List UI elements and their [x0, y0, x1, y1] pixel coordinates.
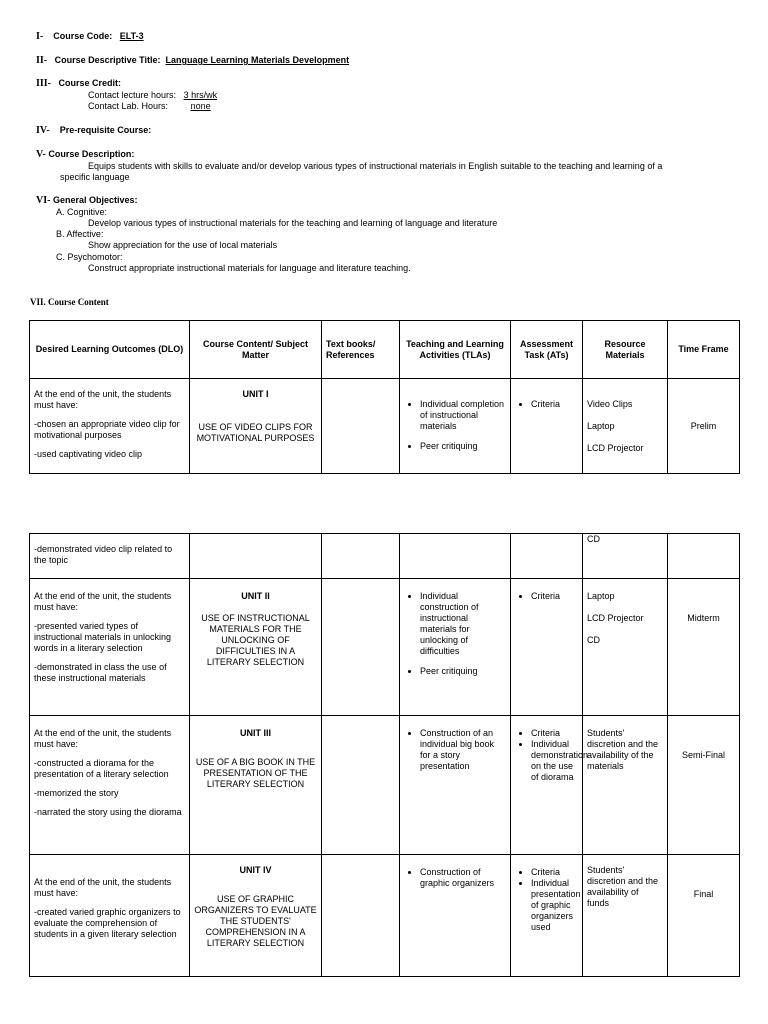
dlo-item: -narrated the story using the diorama	[34, 807, 182, 817]
unit-content: USE OF A BIG BOOK IN THE PRESENTATION OF THE LITERARY SELECTION	[195, 757, 316, 789]
section-number: V-	[36, 149, 46, 160]
objectives-label: General Objectives:	[52, 195, 138, 205]
header-tlas: Teaching and Learning Activities (TLAs)	[400, 321, 511, 379]
content-cell	[190, 379, 322, 474]
credit-row	[36, 78, 121, 89]
content-cell	[190, 855, 322, 977]
content-cell	[190, 716, 322, 855]
descriptive-title-row	[36, 55, 349, 66]
dlo-item: -memorized the story	[34, 788, 119, 798]
course-content-table-2	[29, 533, 740, 977]
objective-b-text: Show appreciation for the use of local materials	[88, 240, 278, 250]
time-frame-cell: Semi-Final	[668, 716, 740, 855]
lecture-hours-row	[88, 90, 217, 100]
table-row	[30, 716, 740, 855]
resource-item: Video Clips	[587, 399, 633, 409]
at-item: • Criteria	[531, 591, 578, 602]
tla-cell	[400, 716, 511, 855]
tla-cell	[400, 855, 511, 977]
at-item: • Criteria	[531, 728, 578, 739]
tla-item: • Construction of graphic organizers	[420, 867, 506, 889]
course-content-title: VII. Course Content	[30, 297, 109, 307]
textbooks-cell	[322, 534, 400, 579]
dlo-cell	[30, 716, 190, 855]
at-cell	[511, 379, 583, 474]
resources-cell: Students' discretion and the availability of funds	[583, 855, 668, 977]
unit-label: UNIT IV	[239, 865, 272, 875]
description-line-1: Equips students with skills to evaluate and/or develop various types of instructional materials in English suitable to the teaching and learning of a	[88, 161, 663, 171]
dlo-intro: At the end of the unit, the students must have:	[34, 728, 172, 749]
lecture-hours-value: 3 hrs/wk	[183, 90, 218, 100]
content-cell	[190, 579, 322, 716]
header-dlo: Desired Learning Outcomes (DLO)	[30, 321, 190, 379]
description-label: Course Description:	[48, 149, 135, 159]
dlo-cell	[30, 579, 190, 716]
unit-content: USE OF INSTRUCTIONAL MATERIALS FOR THE UNLOCKING OF DIFFICULTIES IN A LITERARY SELECTION	[201, 613, 310, 667]
resources-cell	[583, 379, 668, 474]
objective-c-text: Construct appropriate instructional materials for language and literature teaching.	[88, 263, 411, 273]
textbooks-cell	[322, 379, 400, 474]
unit-label: UNIT I	[242, 389, 269, 399]
time-frame-cell: Final	[668, 855, 740, 977]
textbooks-cell	[322, 716, 400, 855]
resource-item: Laptop	[587, 421, 615, 431]
lecture-hours-label: Contact lecture hours:	[88, 90, 177, 100]
tla-item: • Construction of an individual big book for a story presentation	[420, 728, 506, 772]
objectives-row	[36, 195, 138, 206]
table-row	[30, 534, 740, 579]
tla-item: • Individual completion of instructional materials	[420, 399, 506, 432]
descriptive-title-label: Course Descriptive Title:	[54, 55, 161, 65]
header-resources: Resource Materials	[583, 321, 668, 379]
dlo-intro: At the end of the unit, the students must have:	[34, 877, 172, 898]
dlo-cell: -demonstrated video clip related to the topic	[30, 534, 190, 579]
unit-label: UNIT III	[240, 728, 271, 738]
descriptive-title-value: Language Learning Materials Development	[165, 55, 350, 65]
description-row	[36, 149, 134, 160]
textbooks-cell	[322, 855, 400, 977]
unit-content: USE OF GRAPHIC ORGANIZERS TO EVALUATE THE STUDENTS' COMPREHENSION IN A LITERARY SELECTION	[194, 894, 317, 948]
course-content-table-1	[29, 320, 740, 474]
section-number: III-	[36, 78, 52, 89]
objective-a-text: Develop various types of instructional materials for the teaching and learning of language and literature	[88, 218, 498, 228]
course-code-row	[36, 31, 144, 42]
lab-hours-value: none	[190, 101, 211, 111]
dlo-item: -chosen an appropriate video clip for motivational purposes	[34, 419, 180, 440]
resource-item: CD	[587, 635, 600, 645]
lab-hours-row	[88, 101, 211, 111]
at-item: • Individual presentation of graphic organizers used	[531, 878, 578, 933]
tla-cell	[400, 579, 511, 716]
header-time-frame: Time Frame	[668, 321, 740, 379]
at-item: • Criteria	[531, 399, 578, 410]
prerequisite-label: Pre-requisite Course:	[59, 125, 152, 135]
objective-a-label: A. Cognitive:	[56, 207, 108, 217]
dlo-item: -used captivating video clip	[34, 449, 143, 459]
time-frame-cell: Prelim	[668, 379, 740, 474]
at-cell	[511, 855, 583, 977]
dlo-intro: At the end of the unit, the students must have:	[34, 389, 172, 410]
unit-label: UNIT II	[241, 591, 270, 601]
time-frame-cell	[668, 534, 740, 579]
dlo-cell	[30, 855, 190, 977]
resources-cell	[583, 579, 668, 716]
unit-content: USE OF VIDEO CLIPS FOR MOTIVATIONAL PURPOSES	[196, 422, 315, 443]
resource-item: LCD Projector	[587, 443, 644, 453]
textbooks-cell	[322, 579, 400, 716]
dlo-intro: At the end of the unit, the students must have:	[34, 591, 172, 612]
content-cell	[190, 534, 322, 579]
resources-cell: Students' discretion and the availability of the materials	[583, 716, 668, 855]
header-textbooks: Text books/ References	[322, 321, 400, 379]
credit-label: Course Credit:	[58, 78, 122, 88]
table-row	[30, 855, 740, 977]
tla-item: • Peer critiquing	[420, 441, 506, 452]
at-item: • Individual demonstration on the use of diorama	[531, 739, 578, 783]
section-number: I-	[36, 31, 44, 42]
dlo-cell	[30, 379, 190, 474]
table-header-row	[30, 321, 740, 379]
prerequisite-row	[36, 125, 151, 136]
course-code-label: Course Code:	[53, 31, 113, 41]
at-cell	[511, 716, 589, 855]
dlo-item: -demonstrated in class the use of these instructional materials	[34, 662, 167, 683]
header-content: Course Content/ Subject Matter	[190, 321, 322, 379]
resource-item: LCD Projector	[587, 613, 644, 623]
tla-cell	[400, 379, 511, 474]
table-row	[30, 579, 740, 716]
at-cell	[511, 534, 583, 579]
objective-c-label: C. Psychomotor:	[56, 252, 123, 262]
at-item: • Criteria	[531, 867, 578, 878]
resource-item: Laptop	[587, 591, 615, 601]
tla-cell	[400, 534, 511, 579]
section-number: VI-	[36, 195, 51, 206]
section-number: II-	[36, 55, 48, 66]
course-code-value: ELT-3	[119, 31, 144, 41]
tla-item: • Peer critiquing	[420, 666, 506, 677]
resources-cell: CD	[583, 534, 668, 579]
at-cell	[511, 579, 583, 716]
dlo-item: -constructed a diorama for the presentation of a literary selection	[34, 758, 169, 779]
table-row	[30, 379, 740, 474]
tla-item: • Individual construction of instructional materials for unlocking of difficulties	[420, 591, 506, 657]
section-number: IV-	[36, 125, 50, 136]
description-line-2: specific language	[60, 172, 130, 182]
dlo-item: -presented varied types of instructional materials in unlocking words in a literary selection	[34, 621, 172, 653]
time-frame-cell: Midterm	[668, 579, 740, 716]
lab-hours-label: Contact Lab. Hours:	[88, 101, 169, 111]
header-ats: Assessment Task (ATs)	[511, 321, 583, 379]
dlo-item: -created varied graphic organizers to evaluate the comprehension of students in a given literary selection	[34, 907, 181, 939]
objective-b-label: B. Affective:	[56, 229, 104, 239]
